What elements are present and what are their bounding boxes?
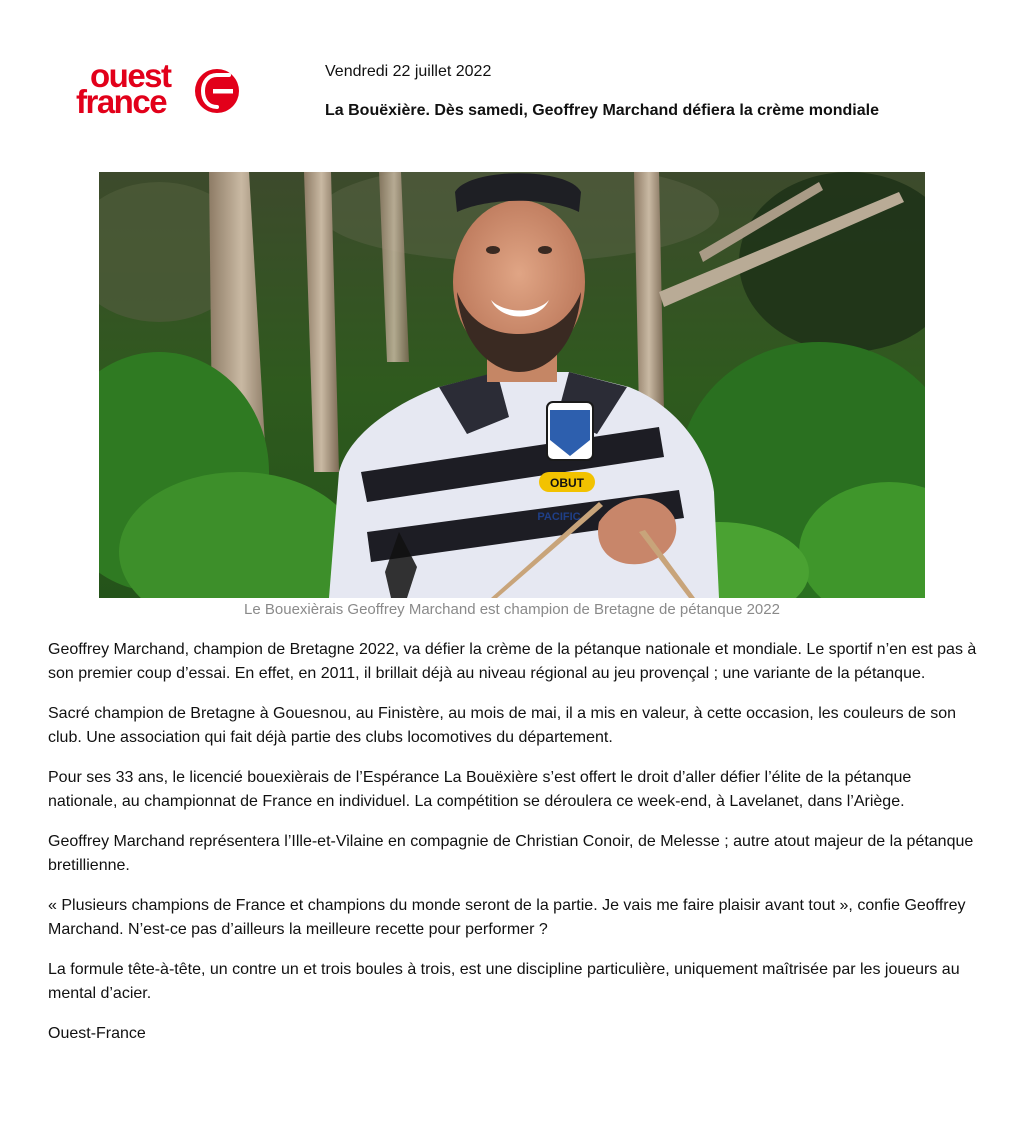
article-body bbox=[48, 638, 983, 1062]
logo-text-france: france bbox=[76, 83, 167, 120]
article-paragraph: La formule tête-à-tête, un contre un et trois boules à trois, est une discipline particulière, uniquement maîtrisée par les joueurs au mental d’acier. bbox=[48, 961, 960, 1002]
article-paragraph: Pour ses 33 ans, le licencié bouexièrais de l’Espérance La Bouëxière s’est offert le droit d’aller défier l’élite de la pétanque nationale, au championnat de France en individuel. La compétition se déroulera ce week-end, à Lavelanet, dans l’Ariège. bbox=[48, 769, 912, 810]
article-paragraph: Sacré champion de Bretagne à Gouesnou, au Finistère, au mois de mai, il a mis en valeur, à cette occasion, les couleurs de son club. Une association qui fait déjà partie des clubs locomotives du département. bbox=[48, 705, 957, 746]
ouest-france-logo bbox=[76, 57, 246, 124]
shirt-sponsor-pacific: PACIFIC bbox=[537, 511, 581, 523]
article-paragraph: « Plusieurs champions de France et champions du monde seront de la partie. Je vais me faire plaisir avant tout », confie Geoffrey Marchand. N’est-ce pas d’ailleurs la meilleure recette pour performer ? bbox=[48, 897, 966, 938]
article-paragraph: Geoffrey Marchand, champion de Bretagne 2022, va défier la crème de la pétanque nationale et mondiale. Le sportif n’en est pas à son premier coup d’essai. En effet, en 2011, il brillait déjà au niveau régional au jeu provençal ; une variante de la pétanque. bbox=[48, 641, 977, 682]
logo-text-ouest: ouest bbox=[90, 57, 171, 94]
article-headline: La Bouëxière. Dès samedi, Geoffrey Marchand défiera la crème mondiale bbox=[325, 102, 879, 119]
article-photo bbox=[99, 172, 925, 598]
ouest-france-mark-icon bbox=[194, 68, 240, 114]
shirt-sponsor-obut: OBUT bbox=[550, 476, 584, 490]
article-paragraph: Geoffrey Marchand représentera l’Ille-et-Vilaine en compagnie de Christian Conoir, de Melesse ; autre atout majeur de la pétanque bretillienne. bbox=[48, 833, 974, 874]
photo-caption: Le Bouexièrais Geoffrey Marchand est champion de Bretagne de pétanque 2022 bbox=[244, 601, 780, 618]
article-date: Vendredi 22 juillet 2022 bbox=[325, 63, 492, 80]
article-signature: Ouest-France bbox=[48, 1025, 146, 1042]
player-portrait-image bbox=[99, 172, 925, 598]
